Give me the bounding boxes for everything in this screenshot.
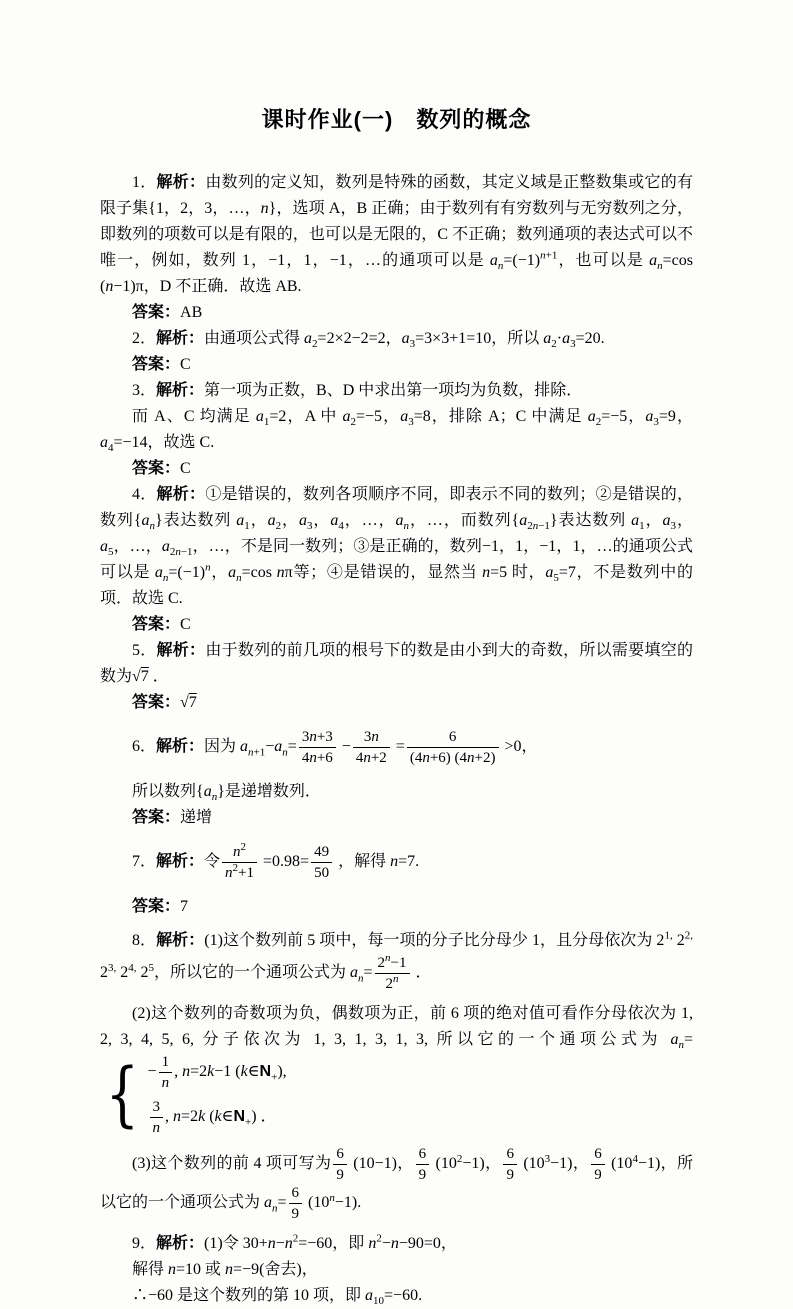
solution-1: 1．解析：由数列的定义知，数列是特殊的函数，其定义域是正整数集或它的有限子集{1，2，3，…，n}，选项 A，B 正确；由于数列有有穷数列与无穷数列之分，即数列的项数可以是有限的，也可以是无限的，C 不正确；数列通项的表达式可以不唯一，例如，数列 1，−1，1，−1，…的通项可以是 $a_n=(-1)^{n+1}$，也可以是 $a_n=\cos$ (n−1)π，D 不正确．故选 AB. — [100, 174, 693, 295]
solution-9-line1: 9．解析：(1)令 $30+n-n^2=-60$，即 $n^2-n-90=0$， — [132, 1232, 457, 1252]
answer-4: 答案：C — [132, 616, 191, 633]
solution-9-line2: 解得 n=10 或 n=−9(舍去)， — [132, 1261, 318, 1278]
page-title: 课时作业(一) 数列的概念 — [261, 107, 532, 132]
answer-6: 答案：递增 — [132, 809, 213, 826]
solution-8-part1: 8．解析：(1)这个数列前 5 项中，每一项的分子比分母少 1，且分母依次为 $2^{1,}$ $2^{2,}$ $2^{3,}$ $2^{4,}$ $2^5$，所以它的一个通项公式为 $a_n=$ $\frac{2^n-1}{2^n}$ ． — [100, 929, 693, 992]
solution-5: 5．解析：由于数列的前几项的根号下的数是由小到大的奇数，所以需要填空的数为√7 ． — [100, 642, 693, 685]
solution-7-formula: 7．解析：令 $\frac{n^2}{n^2+1}$ =0.98= $\frac{49}{50}$ ，解得 n=7. — [132, 841, 420, 881]
solution-3-continued: 而 A、C 均满足 $a_1=2$，A 中 $a_2=-5$，$a_3=8$，排除 A；C 中满足 $a_2=-5$，$a_3=9$，$a_4=-14$，故选 C. — [100, 408, 693, 455]
answer-3: 答案：C — [132, 460, 191, 477]
solution-2: 2．解析：由通项公式得 $a_2=2\times 2-2=2$，$a_3=3\times 3+1=10$，所以 $a_2\cdot a_3=20$. — [132, 330, 605, 351]
solution-6-formula: 6．解析：因为 $a_{n+1}-a_n=$ $\frac{3n+3}{4n+6}$ − $\frac{3n}{4n+2}$ = $\frac{6}{(4n+6) (4n+2)}$ >0， — [132, 729, 538, 766]
solution-3: 3．解析：第一项为正数，B、D 中求出第一项均为负数，排除． — [132, 382, 583, 399]
answer-7: 答案：7 — [132, 898, 189, 915]
solution-9-line3: ∴−60 是这个数列的第 10 项，即 $a_{10}=-60$. — [132, 1287, 423, 1308]
answer-1: 答案：AB — [132, 304, 203, 321]
solution-8-part3: (3)这个数列的前 4 项可写为 $\frac{6}{9}$ (10−1)， $\frac{6}{9}$ $(10^2-1)$， $\frac{6}{9}$ $(10^3-1)$， $\frac{6}{9}$ $(10^4-1)$，所以它的一个通项公式为 $a_n=$ $\frac{6}{9}$ $(10^n-1)$. — [100, 1146, 694, 1222]
solution-4: 4．解析：①是错误的，数列各项顺序不同，即表示不同的数列；②是错误的，数列$\{a_n\}$表达数列 $a_1$，$a_2$，$a_3$，$a_4$，…，$a_n$，…，而数列$\{a_{2n-1}\}$表达数列 $a_1$，$a_3$，$a_5$，…，$a_{2n-1}$，…，不是同一数列；③是正确的，数列−1，1，−1，1，…的通项公式可以是 $a_n=(-1)^n$，$a_n=\cos$ nπ等；④是错误的，显然当 n=5 时，$a_5=7$，不是数列中的项．故选 C. — [100, 486, 693, 607]
solution-8-part2: (2)这个数列的奇数项为负，偶数项为正，前 6 项的绝对值可看作分母依次为 1, 2, 3, 4, 5, 6, 分子依次为 1, 3, 1, 3, 1, 3, 所以它的一个通项公式为 $a_n=$ { − $\frac{1}{n}$ , n=2k−1 $(k\in N_+)$, $\frac{3}{n}$ , n=2k $(k\in N_+)$ ． — [100, 1005, 693, 1136]
solution-6-conclusion: 所以数列$\{a_n\}$是递增数列． — [132, 783, 321, 804]
answer-5: 答案：√7 — [132, 694, 197, 711]
answer-2: 答案：C — [132, 356, 191, 373]
